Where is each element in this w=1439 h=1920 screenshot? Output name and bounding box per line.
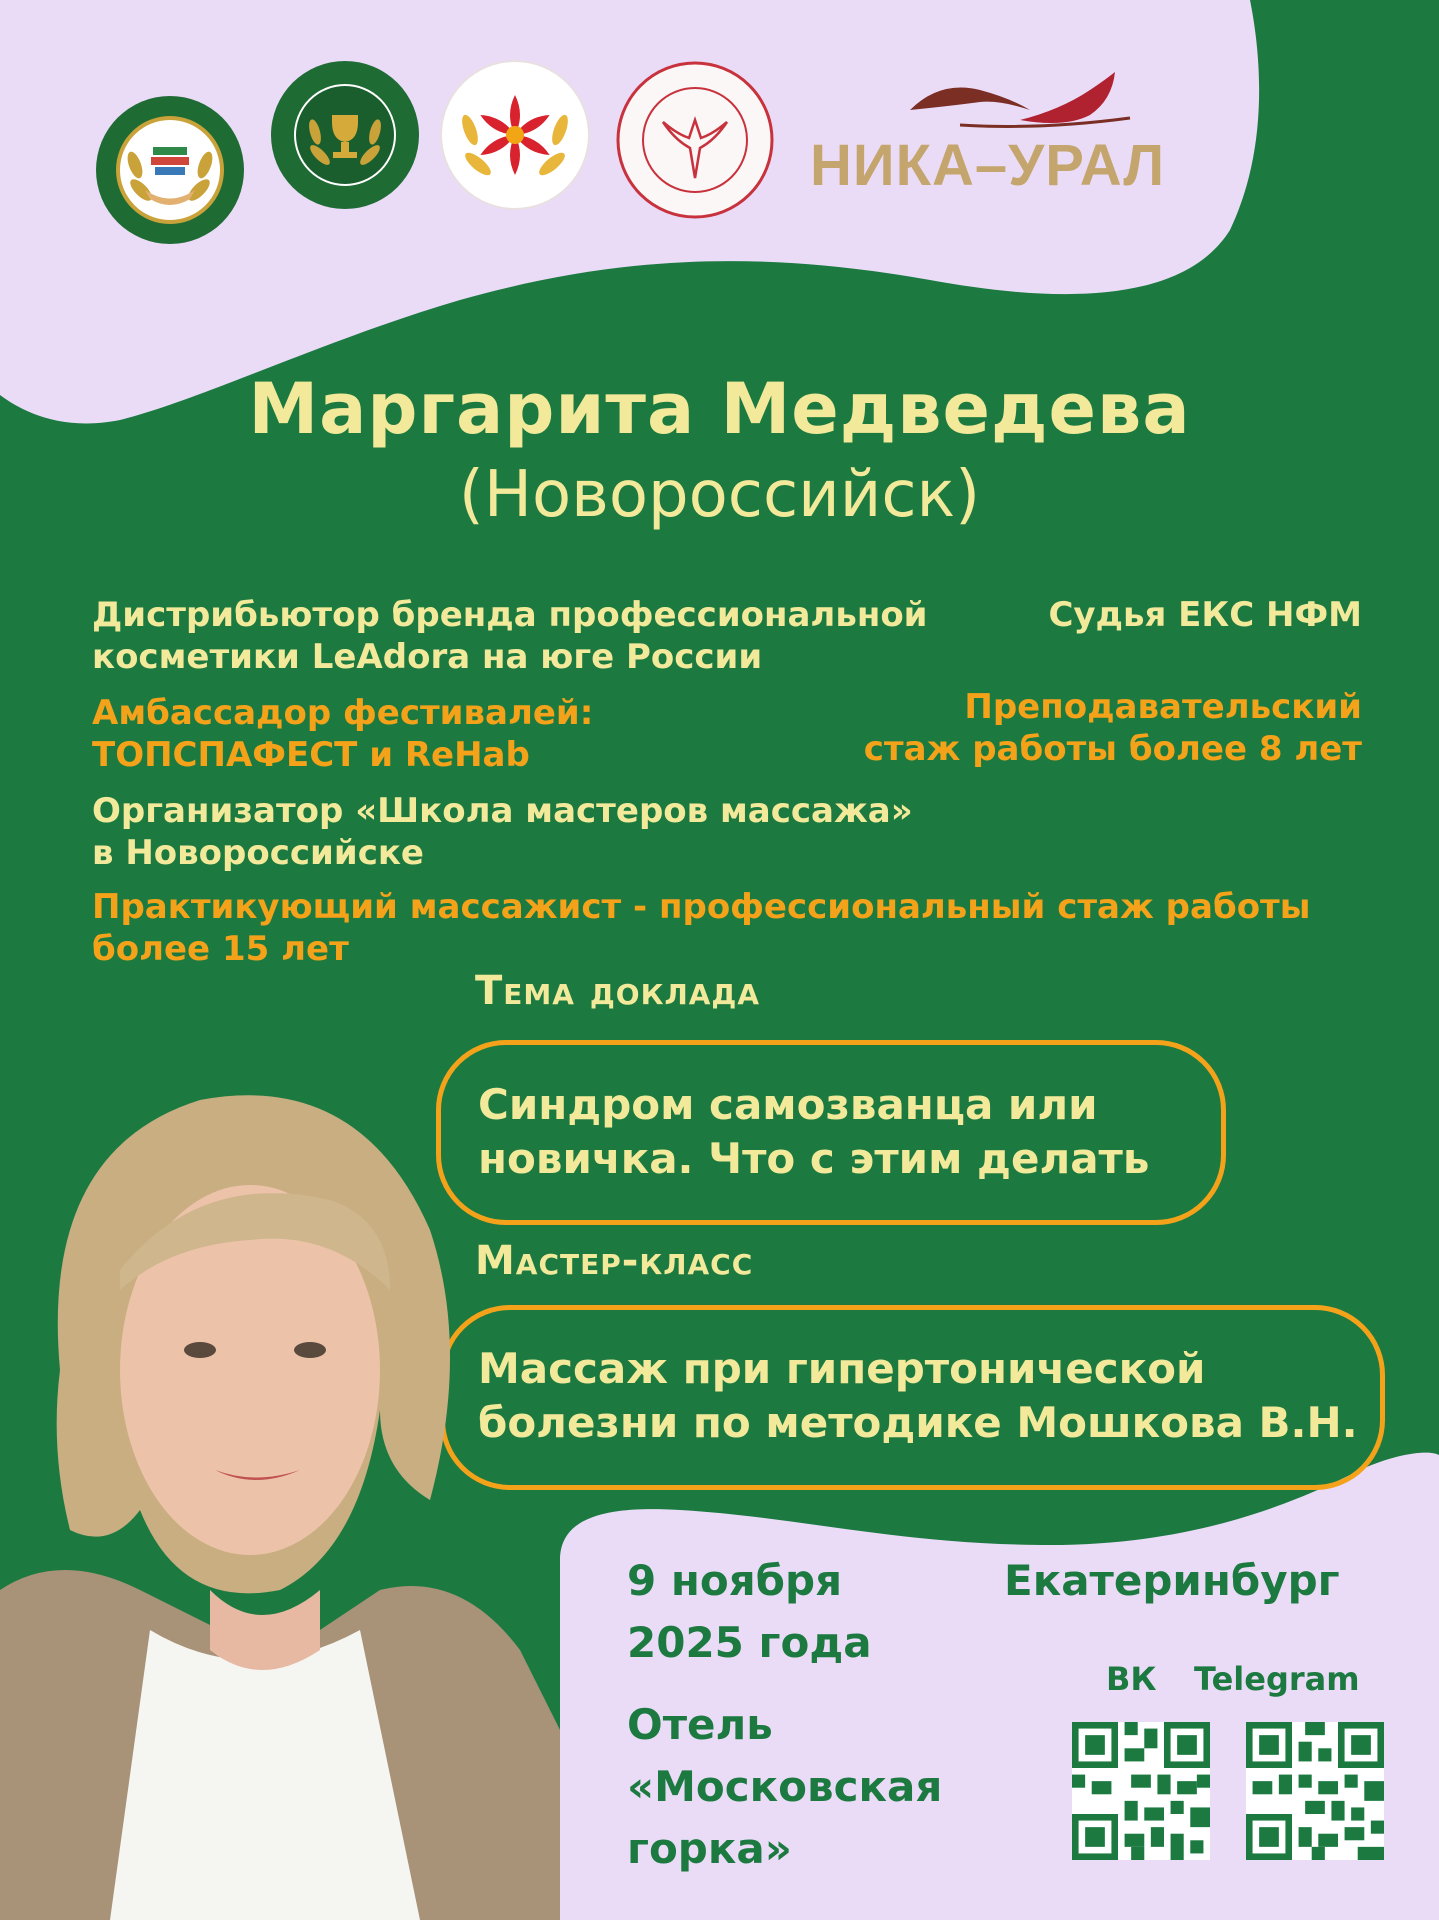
fact-organizer [92,790,913,874]
fact-ambassador-line-1: Амбассадор фестивалей: [92,693,594,733]
fact-organizer-line-2: в Новороссийске [92,833,424,873]
masterclass-title: Мастер-класс [475,1238,754,1284]
fact-ambassador [92,692,593,776]
masterclass-text-line-1: Массаж при гипертонической [478,1344,1206,1393]
fact-practice-line-1: Практикующий массажист - профессиональный стаж работы [92,887,1311,927]
telegram-label: Telegram [1194,1660,1360,1698]
fact-practice-line-2: более 15 лет [92,929,349,969]
forum-badge-logo [95,95,245,245]
telegram-qr-code[interactable] [1246,1722,1384,1860]
speaker-city: (Новороссийск) [458,458,981,532]
fact-practice [92,886,1311,970]
event-city: Екатеринбург [1004,1556,1340,1605]
masterclass-text [478,1342,1358,1450]
event-date [627,1550,872,1674]
event-venue-line-1: Отель [627,1700,773,1749]
nika-ural-swoosh-icon [900,70,1140,140]
speaker-photo [0,1030,560,1920]
nika-ural-logo [810,70,1190,200]
fact-organizer-line-1: Организатор «Школа мастеров массажа» [92,791,913,831]
federation-logo [615,60,775,220]
vk-label: ВК [1106,1660,1157,1698]
nika-ural-wordmark: НИКА–УРАЛ [810,133,1166,198]
event-venue-line-3: горка» [627,1824,792,1873]
fact-teaching [760,686,1362,770]
fact-teaching-line-2: стаж работы более 8 лет [863,729,1362,769]
fact-judge: Судья ЕКС НФМ [1048,595,1362,635]
report-text-line-2: новичка. Что с этим делать [478,1134,1150,1183]
event-date-line-2: 2025 года [627,1618,872,1667]
report-title: Тема доклада [475,968,761,1014]
event-venue-line-2: «Московская [627,1762,943,1811]
report-text [478,1078,1149,1186]
event-venue [627,1694,942,1880]
fact-distributor-line-1: Дистрибьютор бренда профессиональной [92,595,928,635]
fact-distributor [92,594,928,678]
speaker-name: Маргарита Медведева [248,368,1191,450]
fact-teaching-line-1: Преподавательский [964,687,1362,727]
fact-distributor-line-2: косметики LeAdora на юге России [92,637,763,677]
fact-ambassador-line-2: ТОПСПАФЕСТ и ReHab [92,735,530,775]
masterclass-text-line-2: болезни по методике Мошкова В.Н. [478,1398,1358,1447]
event-date-line-1: 9 ноября [627,1556,843,1605]
sun-emblem-logo [440,60,590,210]
report-text-line-1: Синдром самозванца или [478,1080,1098,1129]
championship-badge-logo [270,60,420,210]
vk-qr-code[interactable] [1072,1722,1210,1860]
